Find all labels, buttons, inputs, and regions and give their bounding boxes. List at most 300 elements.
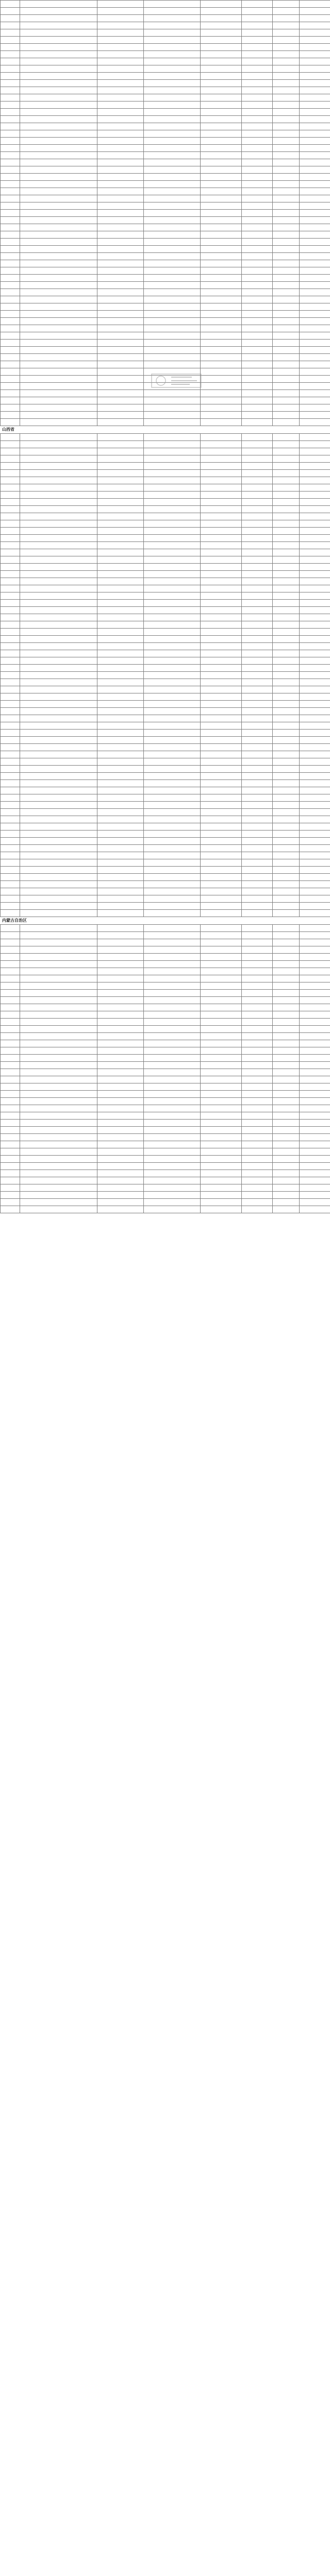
table-cell xyxy=(273,528,300,535)
table-cell xyxy=(1,1033,20,1040)
table-cell xyxy=(300,686,330,693)
table-cell xyxy=(97,58,144,65)
table-cell xyxy=(273,390,300,397)
table-cell xyxy=(20,852,97,859)
table-row xyxy=(1,246,330,253)
table-cell xyxy=(20,73,97,80)
table-cell xyxy=(273,838,300,845)
table-cell xyxy=(97,1062,144,1069)
table-cell xyxy=(201,722,242,730)
table-cell xyxy=(97,845,144,852)
table-cell xyxy=(144,267,201,275)
table-row xyxy=(1,650,330,657)
table-cell xyxy=(20,990,97,997)
table-cell xyxy=(1,492,20,499)
table-cell xyxy=(144,665,201,672)
table-cell xyxy=(144,477,201,484)
table-cell xyxy=(20,549,97,556)
table-cell xyxy=(20,22,97,29)
table-row xyxy=(1,231,330,239)
table-cell xyxy=(300,722,330,730)
table-cell xyxy=(20,29,97,37)
table-row xyxy=(1,188,330,195)
table-cell xyxy=(201,80,242,87)
table-cell xyxy=(300,1199,330,1206)
table-cell xyxy=(300,239,330,246)
table-cell xyxy=(1,990,20,997)
table-cell xyxy=(300,954,330,961)
table-cell xyxy=(1,239,20,246)
table-cell xyxy=(273,174,300,181)
table-cell xyxy=(97,997,144,1004)
table-cell xyxy=(273,275,300,282)
table-cell xyxy=(242,895,273,903)
table-cell xyxy=(1,528,20,535)
table-cell xyxy=(20,816,97,823)
table-cell xyxy=(20,1112,97,1120)
table-cell xyxy=(1,318,20,325)
table-cell xyxy=(20,946,97,954)
table-cell xyxy=(201,441,242,448)
table-cell xyxy=(300,412,330,419)
table-cell xyxy=(144,412,201,419)
table-cell xyxy=(20,528,97,535)
table-cell xyxy=(144,484,201,492)
table-cell xyxy=(201,679,242,686)
table-cell xyxy=(201,751,242,758)
table-cell xyxy=(144,708,201,715)
table-row xyxy=(1,1,330,8)
table-cell xyxy=(273,361,300,368)
table-cell xyxy=(201,239,242,246)
table-cell xyxy=(20,499,97,506)
table-cell xyxy=(273,58,300,65)
table-cell xyxy=(1,484,20,492)
table-cell xyxy=(97,412,144,419)
table-cell xyxy=(242,1148,273,1156)
table-cell xyxy=(242,166,273,174)
table-row xyxy=(1,1040,330,1047)
table-cell xyxy=(97,895,144,903)
table-row xyxy=(1,816,330,823)
table-cell xyxy=(273,152,300,159)
table-cell xyxy=(144,101,201,109)
table-cell xyxy=(201,1156,242,1163)
table-cell xyxy=(242,643,273,650)
table-cell xyxy=(144,130,201,138)
table-cell xyxy=(144,592,201,600)
table-cell xyxy=(300,260,330,267)
table-cell xyxy=(273,332,300,340)
table-cell xyxy=(20,939,97,946)
table-row xyxy=(1,239,330,246)
table-cell xyxy=(20,188,97,195)
table-cell xyxy=(144,751,201,758)
table-cell xyxy=(97,138,144,145)
table-row xyxy=(1,946,330,954)
table-cell xyxy=(300,629,330,636)
table-cell xyxy=(1,722,20,730)
table-cell xyxy=(300,650,330,657)
table-cell xyxy=(201,1105,242,1112)
table-cell xyxy=(201,397,242,404)
table-cell xyxy=(201,65,242,73)
table-cell xyxy=(1,65,20,73)
school-table xyxy=(0,0,330,426)
table-cell xyxy=(20,87,97,94)
table-cell xyxy=(20,116,97,123)
table-cell xyxy=(1,686,20,693)
table-cell xyxy=(273,145,300,152)
table-cell xyxy=(20,657,97,665)
table-cell xyxy=(97,1105,144,1112)
table-cell xyxy=(201,1011,242,1019)
table-cell xyxy=(97,513,144,520)
table-cell xyxy=(273,239,300,246)
table-cell xyxy=(273,701,300,708)
school-table xyxy=(0,433,330,917)
table-cell xyxy=(1,73,20,80)
table-cell xyxy=(97,542,144,549)
table-cell xyxy=(300,657,330,665)
table-cell xyxy=(1,556,20,564)
table-cell xyxy=(300,888,330,895)
table-cell xyxy=(242,397,273,404)
table-cell xyxy=(144,166,201,174)
table-cell xyxy=(300,166,330,174)
table-cell xyxy=(20,1156,97,1163)
table-cell xyxy=(201,210,242,217)
table-row xyxy=(1,296,330,303)
table-cell xyxy=(273,1004,300,1011)
table-cell xyxy=(144,657,201,665)
table-row xyxy=(1,787,330,794)
table-cell xyxy=(300,556,330,564)
table-cell xyxy=(273,867,300,874)
table-cell xyxy=(201,1170,242,1177)
table-row xyxy=(1,780,330,787)
table-cell xyxy=(1,80,20,87)
table-cell xyxy=(20,1047,97,1055)
table-cell xyxy=(242,51,273,58)
table-cell xyxy=(144,975,201,982)
table-cell xyxy=(144,347,201,354)
table-cell xyxy=(242,823,273,831)
table-cell xyxy=(97,701,144,708)
table-cell xyxy=(201,968,242,975)
table-cell xyxy=(97,679,144,686)
table-row xyxy=(1,657,330,665)
table-cell xyxy=(144,809,201,816)
table-cell xyxy=(242,650,273,657)
table-cell xyxy=(273,744,300,751)
table-row xyxy=(1,1047,330,1055)
table-cell xyxy=(201,1,242,8)
table-cell xyxy=(20,109,97,116)
table-cell xyxy=(97,1098,144,1105)
table-cell xyxy=(273,159,300,166)
table-cell xyxy=(300,578,330,585)
table-cell xyxy=(300,419,330,426)
table-cell xyxy=(300,470,330,477)
table-cell xyxy=(144,1170,201,1177)
table-cell xyxy=(144,145,201,152)
table-cell xyxy=(20,787,97,794)
table-cell xyxy=(201,311,242,318)
table-cell xyxy=(97,1083,144,1091)
table-cell xyxy=(300,802,330,809)
table-cell xyxy=(242,267,273,275)
table-cell xyxy=(97,607,144,614)
table-cell xyxy=(1,636,20,643)
table-cell xyxy=(201,1069,242,1076)
table-cell xyxy=(144,239,201,246)
table-cell xyxy=(1,701,20,708)
table-cell xyxy=(97,1019,144,1026)
table-cell xyxy=(144,542,201,549)
table-cell xyxy=(273,542,300,549)
table-cell xyxy=(300,744,330,751)
table-cell xyxy=(201,289,242,296)
table-cell xyxy=(300,383,330,390)
table-cell xyxy=(242,492,273,499)
table-cell xyxy=(1,195,20,202)
table-cell xyxy=(144,109,201,116)
table-cell xyxy=(300,874,330,881)
table-cell xyxy=(20,535,97,542)
table-cell xyxy=(273,881,300,888)
table-cell xyxy=(97,571,144,578)
table-cell xyxy=(273,737,300,744)
table-cell xyxy=(20,1026,97,1033)
table-cell xyxy=(242,65,273,73)
table-cell xyxy=(242,1019,273,1026)
table-cell xyxy=(242,404,273,412)
table-cell xyxy=(300,513,330,520)
table-cell xyxy=(144,816,201,823)
table-cell xyxy=(20,210,97,217)
table-cell xyxy=(1,332,20,340)
table-cell xyxy=(1,477,20,484)
table-cell xyxy=(201,376,242,383)
table-cell xyxy=(144,910,201,917)
table-row xyxy=(1,1011,330,1019)
table-cell xyxy=(242,94,273,101)
table-cell xyxy=(201,1019,242,1026)
table-cell xyxy=(20,311,97,318)
table-row xyxy=(1,434,330,441)
table-cell xyxy=(144,87,201,94)
table-cell xyxy=(201,794,242,802)
table-cell xyxy=(20,347,97,354)
table-cell xyxy=(20,202,97,210)
table-cell xyxy=(300,434,330,441)
table-cell xyxy=(300,607,330,614)
table-cell xyxy=(273,1047,300,1055)
table-cell xyxy=(201,87,242,94)
table-cell xyxy=(97,751,144,758)
table-cell xyxy=(1,787,20,794)
table-cell xyxy=(201,347,242,354)
table-cell xyxy=(201,693,242,701)
table-cell xyxy=(1,311,20,318)
table-cell xyxy=(242,528,273,535)
table-cell xyxy=(144,22,201,29)
table-row xyxy=(1,463,330,470)
table-cell xyxy=(300,592,330,600)
table-cell xyxy=(201,744,242,751)
table-cell xyxy=(144,1091,201,1098)
table-cell xyxy=(20,780,97,787)
table-cell xyxy=(273,585,300,592)
table-cell xyxy=(300,1062,330,1069)
table-cell xyxy=(242,253,273,260)
table-cell xyxy=(144,672,201,679)
table-cell xyxy=(1,823,20,831)
table-cell xyxy=(242,499,273,506)
table-cell xyxy=(273,874,300,881)
table-cell xyxy=(1,37,20,44)
table-cell xyxy=(97,1134,144,1141)
table-cell xyxy=(97,260,144,267)
table-cell xyxy=(1,997,20,1004)
table-cell xyxy=(300,585,330,592)
table-cell xyxy=(242,1156,273,1163)
table-row xyxy=(1,982,330,990)
table-cell xyxy=(242,1,273,8)
table-cell xyxy=(97,116,144,123)
table-cell xyxy=(20,520,97,528)
table-cell xyxy=(20,166,97,174)
table-row xyxy=(1,701,330,708)
table-cell xyxy=(201,383,242,390)
table-cell xyxy=(201,116,242,123)
table-cell xyxy=(273,1,300,8)
table-cell xyxy=(242,701,273,708)
table-cell xyxy=(300,231,330,239)
table-cell xyxy=(144,737,201,744)
table-cell xyxy=(242,780,273,787)
table-row xyxy=(1,1192,330,1199)
table-cell xyxy=(97,910,144,917)
table-cell xyxy=(20,1199,97,1206)
table-cell xyxy=(300,109,330,116)
table-cell xyxy=(242,794,273,802)
table-cell xyxy=(273,217,300,224)
table-cell xyxy=(273,73,300,80)
table-cell xyxy=(242,809,273,816)
table-row xyxy=(1,990,330,997)
table-cell xyxy=(20,592,97,600)
table-row xyxy=(1,535,330,542)
table-cell xyxy=(201,29,242,37)
table-cell xyxy=(242,766,273,773)
table-cell xyxy=(242,693,273,701)
table-cell xyxy=(20,123,97,130)
table-cell xyxy=(97,1163,144,1170)
table-cell xyxy=(1,441,20,448)
table-cell xyxy=(300,29,330,37)
table-cell xyxy=(300,961,330,968)
table-cell xyxy=(273,693,300,701)
table-cell xyxy=(1,412,20,419)
table-cell xyxy=(273,578,300,585)
table-cell xyxy=(242,1033,273,1040)
table-cell xyxy=(273,780,300,787)
table-row xyxy=(1,809,330,816)
table-cell xyxy=(300,51,330,58)
table-cell xyxy=(201,939,242,946)
table-cell xyxy=(97,975,144,982)
table-cell xyxy=(1,643,20,650)
table-row xyxy=(1,166,330,174)
table-cell xyxy=(1,325,20,332)
table-cell xyxy=(201,188,242,195)
table-cell xyxy=(97,528,144,535)
table-cell xyxy=(1,1184,20,1192)
table-cell xyxy=(1,22,20,29)
table-cell xyxy=(144,58,201,65)
table-row xyxy=(1,751,330,758)
table-cell xyxy=(273,463,300,470)
table-cell xyxy=(97,94,144,101)
table-cell xyxy=(242,1055,273,1062)
table-cell xyxy=(201,1076,242,1083)
table-cell xyxy=(1,859,20,867)
table-cell xyxy=(97,1192,144,1199)
table-cell xyxy=(144,997,201,1004)
table-cell xyxy=(242,751,273,758)
table-cell xyxy=(1,87,20,94)
table-cell xyxy=(144,787,201,794)
table-row xyxy=(1,455,330,463)
table-row xyxy=(1,441,330,448)
table-cell xyxy=(1,1127,20,1134)
table-cell xyxy=(273,722,300,730)
table-cell xyxy=(1,657,20,665)
table-cell xyxy=(20,564,97,571)
table-cell xyxy=(144,968,201,975)
table-cell xyxy=(242,520,273,528)
table-cell xyxy=(242,73,273,80)
table-row xyxy=(1,1055,330,1062)
table-cell xyxy=(273,888,300,895)
table-cell xyxy=(242,997,273,1004)
table-cell xyxy=(1,275,20,282)
table-cell xyxy=(1,1156,20,1163)
table-cell xyxy=(201,332,242,340)
table-cell xyxy=(20,903,97,910)
table-cell xyxy=(144,686,201,693)
table-cell xyxy=(97,1091,144,1098)
table-cell xyxy=(201,260,242,267)
table-cell xyxy=(242,1112,273,1120)
table-row xyxy=(1,1148,330,1156)
table-cell xyxy=(242,1127,273,1134)
table-cell xyxy=(144,1011,201,1019)
table-cell xyxy=(97,982,144,990)
table-cell xyxy=(242,484,273,492)
table-cell xyxy=(97,932,144,939)
table-cell xyxy=(97,325,144,332)
table-cell xyxy=(20,686,97,693)
table-cell xyxy=(242,636,273,643)
table-cell xyxy=(300,1011,330,1019)
table-cell xyxy=(300,643,330,650)
table-cell xyxy=(300,838,330,845)
table-cell xyxy=(97,1127,144,1134)
table-cell xyxy=(20,58,97,65)
